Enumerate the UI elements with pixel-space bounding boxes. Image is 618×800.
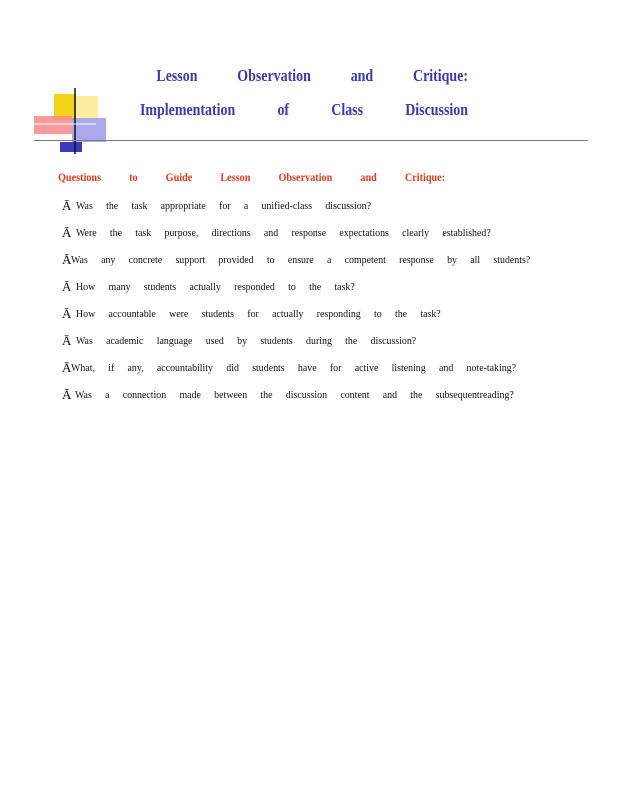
bullet-icon: Ā <box>62 360 72 375</box>
title-word: of <box>277 100 290 119</box>
title-word: Lesson <box>156 66 198 85</box>
subheading-word: Questions <box>58 170 102 184</box>
list-item <box>62 225 562 252</box>
subheading-word: Observation <box>278 170 333 184</box>
questions-list <box>62 198 562 414</box>
subheading-word: Lesson <box>220 170 251 184</box>
question-text: Was the task appropriate for a unified-class discussion? <box>76 200 372 212</box>
page-title-line-1 <box>140 66 468 86</box>
question-text: How accountable were students for actually responding to the task? <box>76 308 441 320</box>
bullet-icon: Ā <box>62 198 72 213</box>
decorative-squares-icon <box>34 88 110 156</box>
title-word: Discussion <box>405 100 468 119</box>
title-word: Critique: <box>412 66 468 85</box>
list-item <box>62 279 562 306</box>
question-text: How many students actually responded to the task? <box>76 281 355 293</box>
list-item <box>62 198 562 225</box>
title-word: Implementation <box>140 100 236 119</box>
question-text: Was academic language used by students during the discussion? <box>76 335 417 347</box>
bullet-icon: Ā <box>62 225 72 240</box>
list-item <box>62 360 562 387</box>
bullet-icon: Ā <box>62 279 72 294</box>
question-text: Was a connection made between the discussion content and the subsequentreading? <box>74 389 514 401</box>
bullet-icon: Ā <box>62 333 72 348</box>
title-word: Class <box>331 100 364 119</box>
page-title-line-2 <box>140 100 468 120</box>
bullet-icon: Ā <box>62 252 72 267</box>
list-item <box>62 387 562 414</box>
question-text: Were the task purpose, directions and response expectations clearly established? <box>76 227 491 239</box>
question-text: Was any concrete support provided to ensure a competent response by all students? <box>71 254 531 266</box>
bullet-icon: Ā <box>62 306 72 321</box>
list-item <box>62 333 562 360</box>
title-word: Observation <box>237 66 311 85</box>
subheading-word: and <box>360 170 377 184</box>
list-item <box>62 252 562 279</box>
list-item <box>62 306 562 333</box>
subheading-word: Guide <box>165 170 193 184</box>
subheading-word: Critique: <box>404 170 446 184</box>
bullet-icon: Ā <box>62 387 72 402</box>
title-word: and <box>350 66 374 85</box>
questions-subheading <box>58 170 471 185</box>
title-divider <box>34 140 588 141</box>
question-text: What, if any, accountability did students have for active listening and note-taking? <box>71 362 517 374</box>
subheading-word: to <box>129 170 138 184</box>
